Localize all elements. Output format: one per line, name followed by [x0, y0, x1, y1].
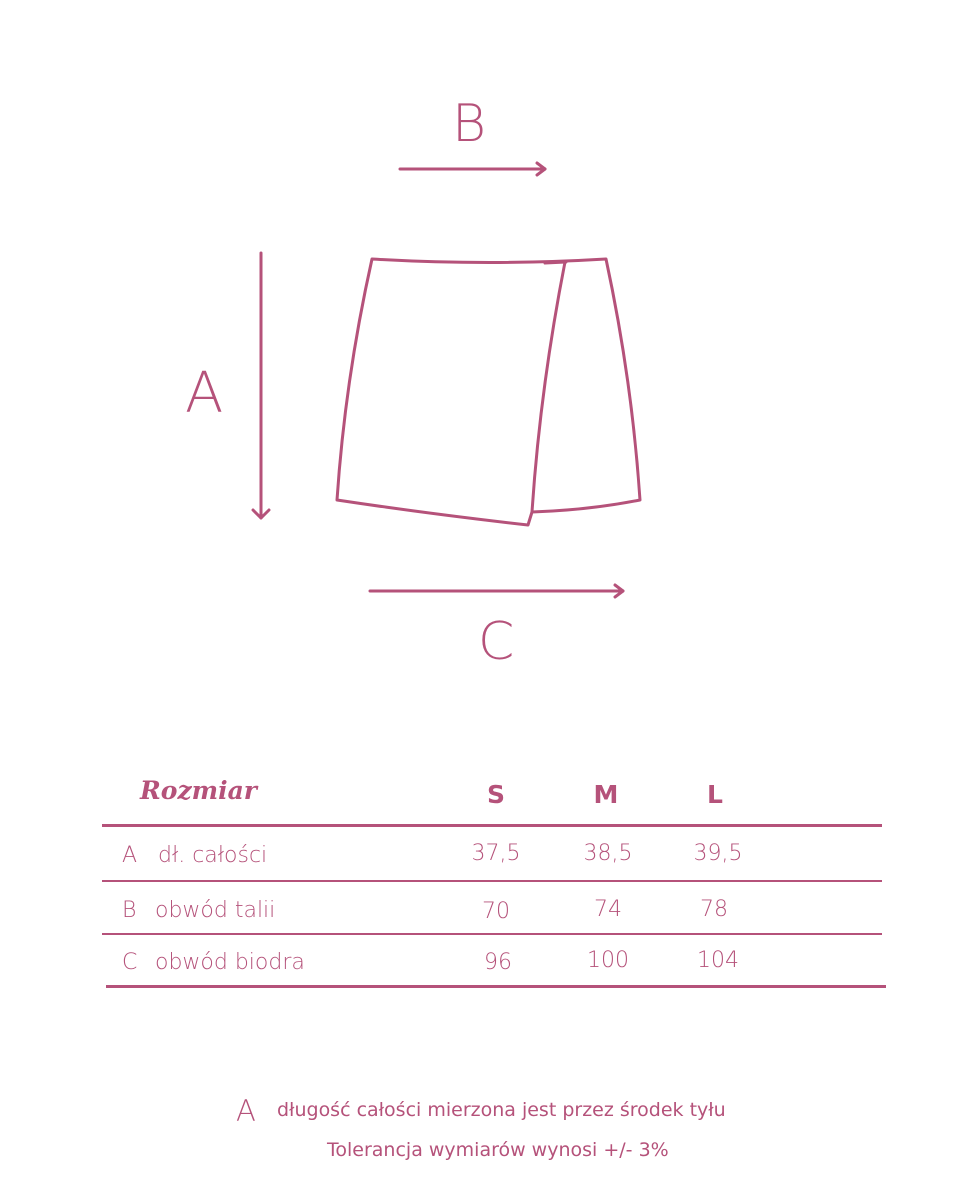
- note-letter-a: A: [236, 1094, 256, 1128]
- size-header-s: S: [486, 780, 505, 809]
- row-letter-a: A: [122, 843, 138, 868]
- size-header-l: L: [707, 780, 723, 809]
- row-label-c: obwód biodra: [155, 950, 305, 975]
- cell-a-l: 39,5: [693, 841, 743, 866]
- row-label-a: dł. całości: [158, 843, 268, 868]
- row-letter-b: B: [122, 898, 137, 923]
- cell-a-s: 37,5: [471, 841, 521, 866]
- tolerance-note: Tolerancja wymiarów wynosi +/- 3%: [327, 1139, 669, 1161]
- cell-b-s: 70: [482, 899, 510, 924]
- size-header-m: M: [593, 780, 619, 809]
- arrow-b: [400, 163, 545, 175]
- skirt-wrap-line: [532, 262, 565, 512]
- cell-a-m: 38,5: [583, 841, 633, 866]
- measure-note: długość całości mierzona jest przez środek tyłu: [277, 1099, 726, 1121]
- table-bottom-rule: [106, 985, 886, 988]
- skirt-outline: [337, 259, 640, 525]
- label-a: A: [185, 361, 224, 426]
- cell-c-m: 100: [587, 948, 629, 973]
- row-letter-c: C: [122, 950, 138, 975]
- row-label-b: obwód talii: [155, 898, 276, 923]
- table-title: Rozmiar: [140, 776, 257, 805]
- cell-c-l: 104: [697, 948, 739, 973]
- arrow-c: [370, 585, 623, 597]
- table-row-rule-1: [102, 880, 882, 882]
- label-b: B: [452, 94, 487, 154]
- cell-b-m: 74: [594, 897, 622, 922]
- label-c: C: [478, 612, 515, 672]
- table-top-rule: [102, 824, 882, 827]
- skirt-waist-line: [545, 262, 566, 263]
- table-row-rule-2: [102, 933, 882, 935]
- cell-b-l: 78: [700, 897, 728, 922]
- cell-c-s: 96: [484, 950, 512, 975]
- arrow-a: [253, 253, 269, 518]
